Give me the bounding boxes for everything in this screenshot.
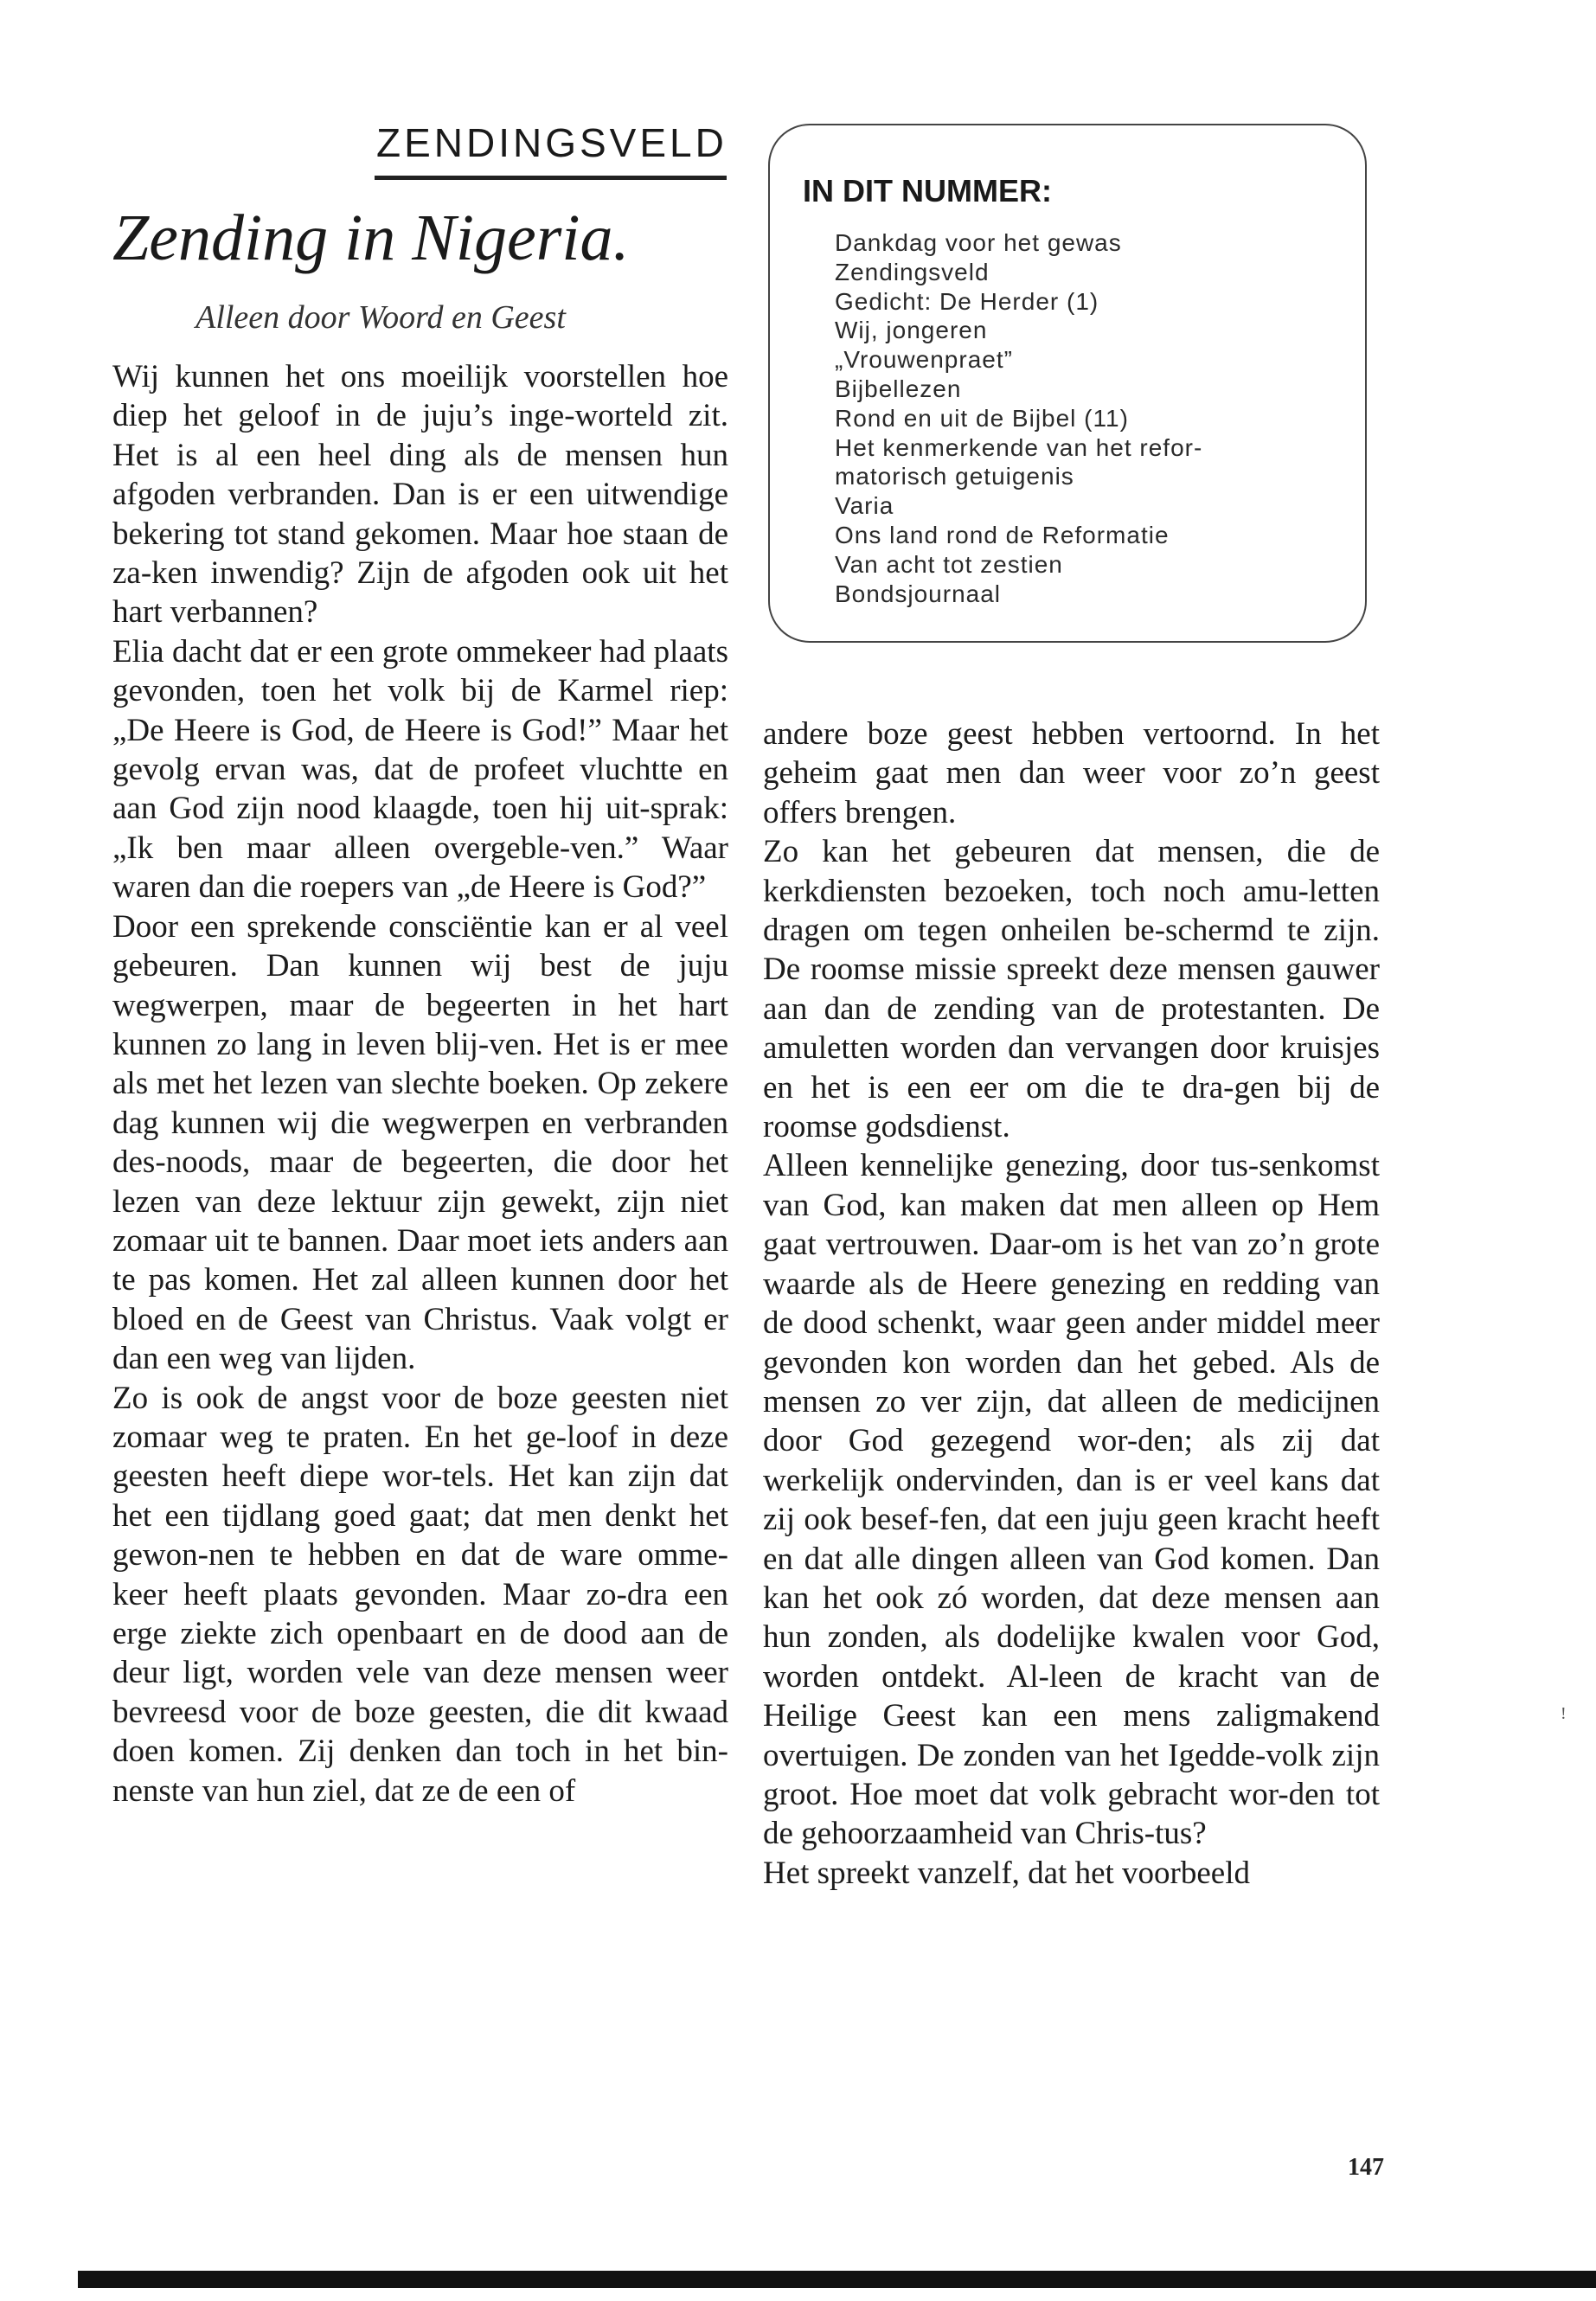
- right-column: [763, 715, 1380, 1893]
- paragraph: Wij kunnen het ons moeilijk voorstellen hoe diep het geloof in de juju’s inge-worteld zit. Het is al een heel ding als de mensen hun afgoden verbranden. Dan is er een uitwendige bekering tot stand gekomen. Maar hoe staan de za-ken inwendig? Zijn de afgoden ook uit het hart verbannen?: [112, 359, 728, 631]
- contents-item: Wij, jongeren: [835, 317, 988, 344]
- left-column: [112, 357, 728, 1811]
- contents-item: „Vrouwenpraet”: [835, 346, 1013, 374]
- contents-item: Bondsjournaal: [835, 580, 1002, 607]
- paragraph: Zo is ook de angst voor de boze geesten niet zomaar weg te praten. En het ge-loof in deze geesten heeft diepe wor-tels. Het kan zijn dat het een tijdlang goed gaat; dat men denkt het gewon-nen te hebben en dat de ware omme-keer heeft plaats gevonden. Maar zo-dra een erge ziekte zich openbaart en de dood aan de deur ligt, worden vele van deze mensen weer bevreesd voor de boze geesten, die dit kwaad doen komen. Zij denken dan toch in het bin-nenste van hun ziel, dat ze de een of: [112, 1380, 728, 1809]
- contents-item: Varia: [835, 492, 894, 520]
- contents-item: matorisch getuigenis: [835, 463, 1074, 490]
- contents-heading: IN DIT NUMMER:: [803, 173, 1052, 208]
- contents-item: Het kenmerkende van het refor-: [835, 433, 1203, 461]
- contents-item: Bijbellezen: [835, 375, 962, 402]
- article-title: Zending in Nigeria.: [112, 202, 630, 274]
- contents-item: Van acht tot zestien: [835, 550, 1063, 578]
- paragraph: Het spreekt vanzelf, dat het voorbeeld: [763, 1855, 1250, 1891]
- article-subtitle: Alleen door Woord en Geest: [195, 299, 566, 336]
- paragraph: Door een sprekende consciëntie kan er al veel gebeuren. Dan kunnen wij best de juju wegwerpen, maar de begeerten in het hart kunnen zo lang in leven blij-ven. Het is er mee als met het lezen van slechte boeken. Op zekere dag kunnen wij die wegwerpen en verbranden des-noods, maar de begeerten, die door het lezen van deze lektuur zijn gewekt, zijn niet zomaar uit te bannen. Daar moet iets anders aan te pas komen. Het zal alleen kunnen door het bloed en de Geest van Christus. Vaak volgt er dan een weg van lijden.: [112, 908, 728, 1377]
- page-number: 147: [1348, 2154, 1384, 2181]
- paragraph: Alleen kennelijke genezing, door tus-senkomst van God, kan maken dat men alleen op Hem gaat vertrouwen. Daar-om is het van zo’n grote waarde als de Heere genezing en redding van de dood schenkt, waar geen ander middel meer gevonden kon worden dan het gebed. Als de mensen zo ver zijn, dat alleen de medicijnen door God gezegend wor-den; als zij dat werkelijk ondervinden, dan is er veel kans dat zij ook besef-fen, dat een juju geen kracht heeft en dat alle dingen alleen van God komen. Dan kan het ook zó worden, dat deze mensen aan hun zonden, als dodelijke kwalen voor God, worden ontdekt. Al-leen de kracht van de Heilige Geest kan een mens zaligmakend overtuigen. De zonden van het Igedde-volk zijn groot. Hoe moet dat volk gebracht wor-den tot de gehoorzaamheid van Chris-tus?: [763, 1148, 1380, 1852]
- contents-list: [835, 228, 1336, 608]
- paragraph: andere boze geest hebben vertoornd. In het geheim gaat men dan weer voor zo’n geest offers brengen.: [763, 716, 1380, 830]
- paragraph: Zo kan het gebeuren dat mensen, die de kerkdiensten bezoeken, toch noch amu-letten dragen om tegen onheilen be-schermd te zijn. De roomse missie spreekt deze mensen gauwer aan dan de zending van de protestanten. De amuletten worden dan vervangen door kruisjes en het is een eer om die te dra-gen bij de roomse godsdienst.: [763, 834, 1380, 1145]
- bottom-scan-edge: [78, 2271, 1596, 2288]
- contents-item: Zendingsveld: [835, 258, 990, 285]
- section-title: ZENDINGSVELD: [376, 120, 727, 165]
- stray-mark: !: [1561, 1704, 1567, 1723]
- contents-item: Ons land rond de Reformatie: [835, 521, 1170, 548]
- paragraph: Elia dacht dat er een grote ommekeer had plaats gevonden, toen het volk bij de Karmel riep: „De Heere is God, de Heere is God!” Maar het gevolg ervan was, dat de profeet vluchtte en aan God zijn nood klaagde, toen hij uit-sprak: „Ik ben maar alleen overgeble-ven.” Waar waren dan die roepers van „de Heere is God?”: [112, 633, 728, 906]
- section-rule: [375, 176, 727, 180]
- contents-item: Gedicht: De Herder (1): [835, 287, 1099, 315]
- contents-item: Dankdag voor het gewas: [835, 229, 1122, 256]
- contents-item: Rond en uit de Bijbel (11): [835, 404, 1129, 432]
